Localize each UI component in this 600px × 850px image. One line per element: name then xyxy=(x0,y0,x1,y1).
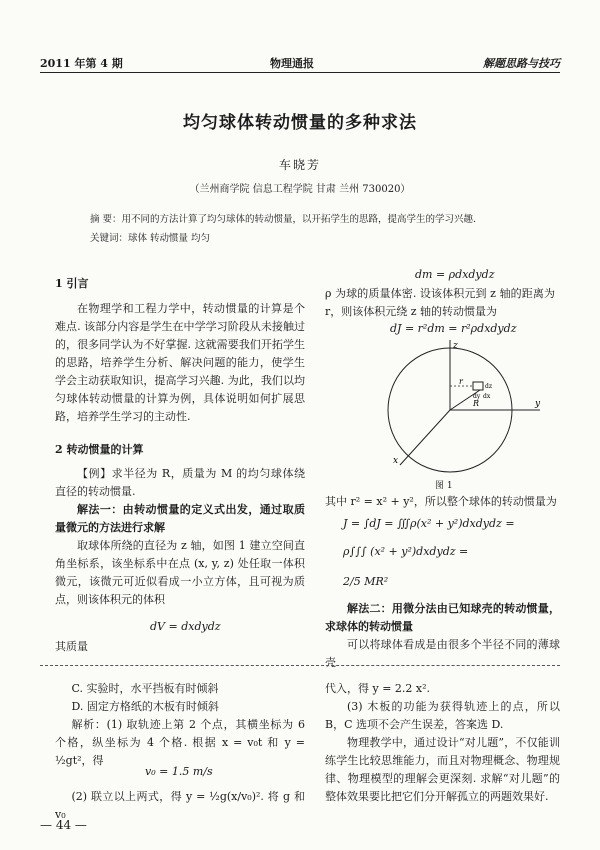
section-1-heading: 1 引言 xyxy=(55,277,89,290)
volume-element xyxy=(473,382,483,390)
label-dy: dy xyxy=(473,393,481,400)
label-y: y xyxy=(535,399,541,409)
label-dz: dz xyxy=(485,383,493,390)
label-dx: dx xyxy=(483,393,491,400)
example-text: 【例】求半径为 R，质量为 M 的均匀球体绕直径的转动惯量. xyxy=(55,467,305,498)
solution-part-2: (2) 联立以上两式，得 y = ½g(x/v₀)². 将 g 和 v₀ xyxy=(55,790,305,821)
method-two-body: 可以将球体看成是由很多个半径不同的薄球壳 xyxy=(325,638,560,669)
keywords: 关键词：球体 转动惯量 均匀 xyxy=(90,233,211,244)
equation-v0: v₀ = 1.5 m/s xyxy=(145,765,213,778)
x-axis xyxy=(400,410,450,465)
header-section: 解题思路与技巧 xyxy=(483,57,560,70)
bottom-left xyxy=(55,680,305,770)
label-z: z xyxy=(453,341,458,351)
solution-part-1: 解析：(1) 取轨迹上第 2 个点，其横坐标为 6 个格，纵坐标为 4 个格. 根据 x = v₀t 和 y = ½gt²，得 xyxy=(55,718,305,767)
label-x: x xyxy=(393,456,399,466)
label-r: r xyxy=(459,377,463,386)
figure-caption: 图 1 xyxy=(435,481,453,491)
section-divider xyxy=(40,665,560,666)
part-3-answer: (3) 木板的功能为获得轨迹上的点，所以 B，C 选项不会产生误差，答案选 D. xyxy=(325,700,560,731)
affiliation: （兰州商学院 信息工程学院 甘肃 兰州 730020） xyxy=(189,184,411,195)
method-one-body: 取球体所绕的直径为 z 轴，如图 1 建立空间直角坐标系，该坐标系中在点 (x, y, z) 处任取一体积微元，该微元可近似看成一小立方体，且可视为质点，则该体积元的体积 xyxy=(55,539,305,606)
equation-dm: dm = ρdxdydz xyxy=(415,268,495,281)
substitution-result: 代入，得 y = 2.2 x². xyxy=(325,682,431,695)
right-text-1: ρ 为球的质量体密. 设该体积元到 z 轴的距离为 r，则该体积元绕 z 轴的转动惯量为 xyxy=(325,287,555,318)
method-one-text xyxy=(55,465,305,609)
intro-paragraph xyxy=(55,300,305,426)
label-R: R xyxy=(473,399,480,408)
sphere-figure xyxy=(355,340,545,475)
option-d: D. 固定方格纸的木板有时倾斜 xyxy=(71,700,219,713)
option-c: C. 实验时，水平挡板有时倾斜 xyxy=(71,682,219,695)
author: 车晓芳 xyxy=(278,158,321,172)
method-one-heading: 解法一：由转动惯量的定义式出发，通过取质量微元的方法进行求解 xyxy=(55,503,305,534)
equation-dv: dV = dxdydz xyxy=(150,620,221,633)
equation-j1: J = ∫dJ = ∭ρ(x² + y²)dxdydz = xyxy=(343,517,515,530)
equation-dj: dJ = r²dm = r²ρdxdydz xyxy=(390,322,517,335)
bottom-right xyxy=(325,680,560,806)
header-issue: 2011 年第 4 期 xyxy=(40,57,123,70)
right-para-2 xyxy=(325,493,560,511)
abstract: 摘 要：用不同的方法计算了均匀球体的转动惯量，以开拓学生的思路，提高学生的学习兴趣. xyxy=(90,214,477,225)
bottom-left-2 xyxy=(55,788,305,824)
mass-label: 其质量 xyxy=(55,640,88,653)
right-para-1 xyxy=(325,285,555,321)
intro-text: 在物理学和工程力学中，转动惯量的计算是个难点. 该部分内容是学生在中学学习阶段从未接触过的，很多同学认为不好掌握. 这就需要我们开拓学生的思路，培养学生分析、解决问题的能力，使学生学会主动获取知识，提高学习兴趣. 为此，我们以均匀球体转动惯量的计算为例，具体说明如何扩展思路，培养学生学习的主动性. xyxy=(55,302,305,423)
header-rule xyxy=(40,72,560,73)
right-text-2: 其中 r² = x² + y²，所以整个球体的转动惯量为 xyxy=(325,495,557,508)
equation-j3: 2/5 MR² xyxy=(343,575,389,588)
conclusion-text: 物理教学中，通过设计“对儿题”，不仅能训练学生比较思维能力，而且对物理概念、物理规律、物理模型的理解会更深刻. 求解“对儿题”的整体效果要比把它们分开解孤立的两题效果好. xyxy=(325,736,560,803)
equation-j2: ρ∫∫∫ (x² + y²)dxdydz = xyxy=(343,545,469,558)
right-para-3 xyxy=(325,600,560,672)
section-2-heading: 2 转动惯量的计算 xyxy=(55,443,144,456)
method-two-heading: 解法二：用微分法由已知球壳的转动惯量，求球体的转动惯量 xyxy=(325,602,560,633)
page-number: — 44 — xyxy=(40,818,87,832)
paper-title: 均匀球体转动惯量的多种求法 xyxy=(183,113,417,133)
header-journal: 物理通报 xyxy=(270,57,314,70)
